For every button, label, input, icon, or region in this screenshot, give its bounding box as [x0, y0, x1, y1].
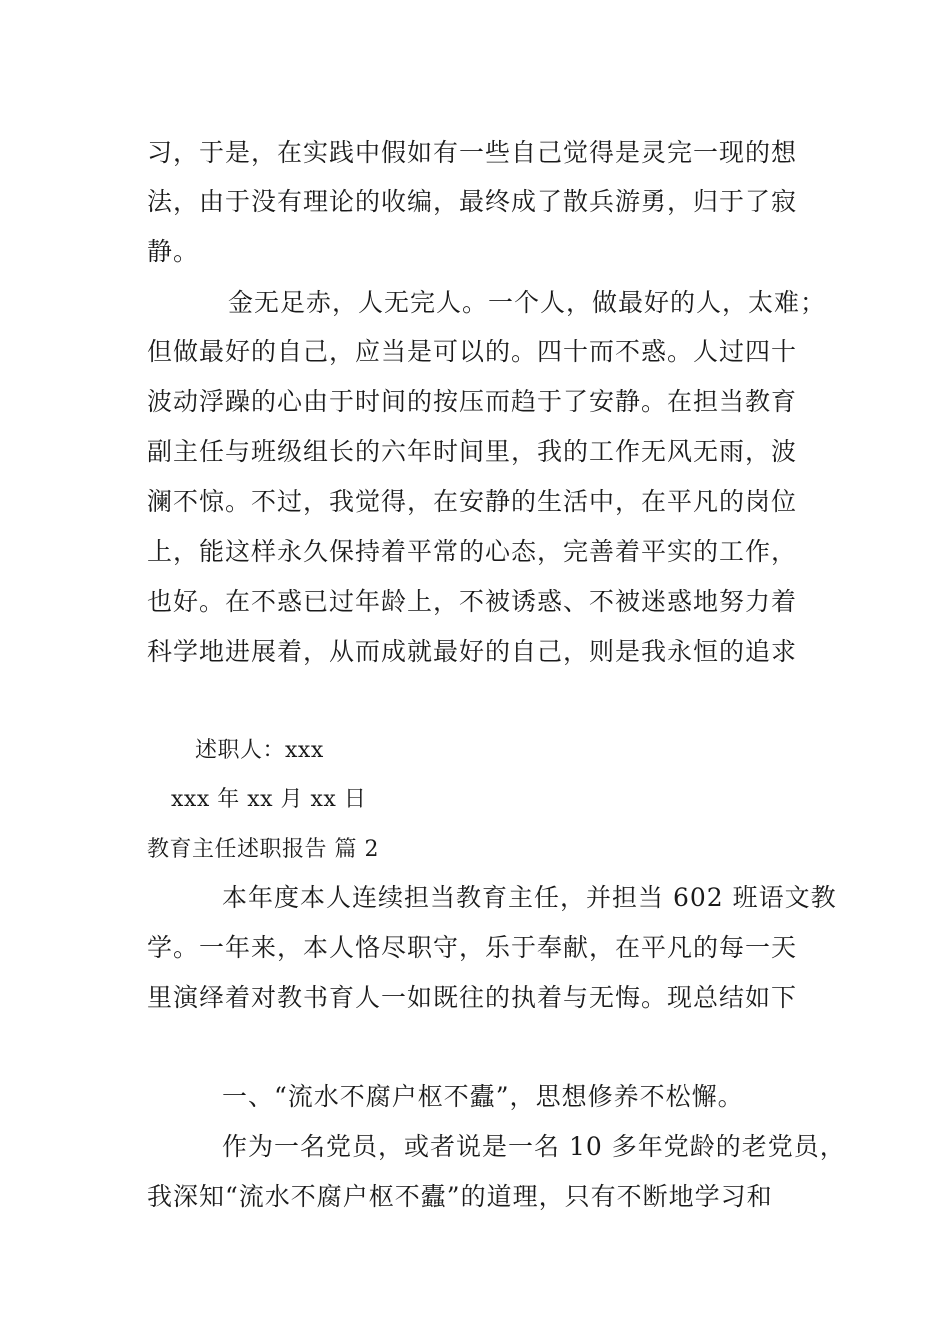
section-heading: 一、“流水不腐户枢不蠹”，思想修养不松懈。 — [222, 1082, 744, 1111]
text-line: 澜不惊。不过，我觉得，在安静的生活中，在平凡的岗位 — [147, 487, 798, 516]
signature-date: xxx 年 xx 月 xx 日 — [171, 787, 367, 812]
text-line: 副主任与班级组长的六年时间里，我的工作无风无雨，波 — [147, 437, 798, 466]
text-line: 波动浮躁的心由于时间的按压而趋于了安静。在担当教育 — [147, 387, 798, 416]
text-line: 习，于是，在实践中假如有一些自己觉得是灵完一现的想 — [147, 138, 798, 167]
text-line: 但做最好的自己，应当是可以的。四十而不惑。人过四十 — [147, 337, 798, 366]
text-line: 科学地进展着，从而成就最好的自己，则是我永恒的追求 — [147, 637, 798, 666]
text-line: 我深知“流水不腐户枢不蠹”的道理，只有不断地学习和 — [147, 1182, 773, 1211]
section-title: 教育主任述职报告 篇 2 — [147, 837, 379, 862]
text-line: 静。 — [147, 237, 200, 266]
text-line: 里演绎着对教书育人一如既往的执着与无悔。现总结如下 — [147, 983, 798, 1012]
text-line: 法，由于没有理论的收编，最终成了散兵游勇，归于了寂 — [147, 187, 798, 216]
text-line: 也好。在不惑已过年龄上，不被诱惑、不被迷惑地努力着 — [147, 587, 798, 616]
text-line: 金无足赤，人无完人。一个人，做最好的人，太难； — [228, 288, 827, 317]
text-line: 本年度本人连续担当教育主任，并担当 602 班语文教 — [222, 883, 837, 912]
text-line: 上，能这样永久保持着平常的心态，完善着平实的工作， — [147, 537, 798, 566]
signature-name: 述职人：xxx — [195, 738, 324, 763]
text-line: 作为一名党员，或者说是一名 10 多年党龄的老党员， — [222, 1132, 846, 1161]
text-line: 学。一年来，本人恪尽职守，乐于奉献，在平凡的每一天 — [147, 933, 798, 962]
